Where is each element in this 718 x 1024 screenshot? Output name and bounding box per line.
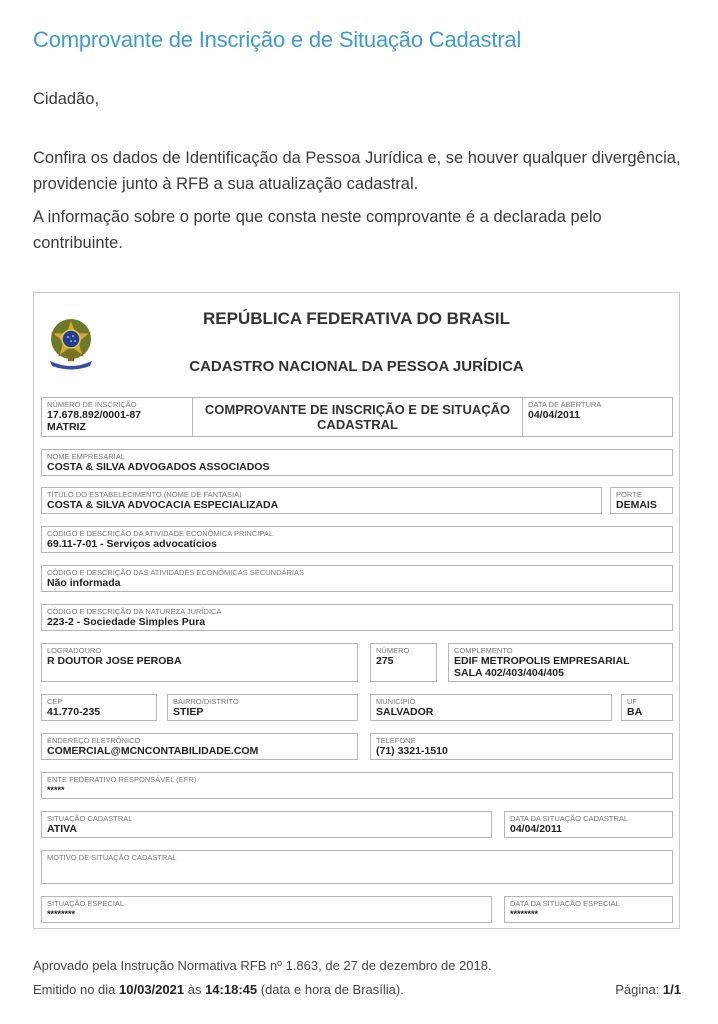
- field-value: 17.678.892/0001-87: [47, 409, 142, 421]
- field-data-abertura: [522, 397, 673, 437]
- field-porte: [610, 487, 673, 514]
- field-label: MUNICÍPIO: [376, 697, 416, 706]
- field-atividades-secundarias: [41, 565, 673, 592]
- field-label: DATA DE ABERTURA: [528, 400, 602, 409]
- size-notice: A informação sobre o porte que consta neste comprovante é a declarada pelo contribuinte.: [33, 208, 602, 252]
- field-data-situacao-cadastral: [504, 811, 673, 838]
- registry-heading: CADASTRO NACIONAL DA PESSOA JURÍDICA: [189, 358, 524, 375]
- field-logradouro: [41, 643, 358, 682]
- field-value: BA: [627, 706, 643, 718]
- field-label: BAIRRO/DISTRITO: [173, 697, 239, 706]
- page-value: 1/1: [662, 982, 681, 997]
- field-motivo-situacao: [41, 850, 673, 884]
- field-bairro: [167, 694, 358, 721]
- field-label: NOME EMPRESARIAL: [47, 452, 125, 461]
- verification-notice: Confira os dados de Identificação da Pessoa Jurídica e, se houver qualquer divergência, providencie junto à RFB a sua atualização cadastral.: [33, 149, 681, 193]
- field-label: NÚMERO DE INSCRIÇÃO: [47, 400, 137, 409]
- field-telefone: [370, 733, 673, 760]
- document-title-text: COMPROVANTE DE INSCRIÇÃO E DE SITUAÇÃO CADASTRAL: [204, 402, 511, 432]
- field-efr: [41, 772, 673, 799]
- field-uf: [621, 694, 673, 721]
- field-value: ATIVA: [47, 823, 77, 835]
- field-value: Não informada: [47, 577, 121, 589]
- page-title: Comprovante de Inscrição e de Situação Cadastral: [33, 27, 522, 52]
- field-label: UF: [627, 697, 637, 706]
- field-value: R DOUTOR JOSE PEROBA: [47, 655, 182, 667]
- field-value: *****: [47, 785, 65, 795]
- field-value: COSTA & SILVA ADVOCACIA ESPECIALIZADA: [47, 499, 279, 511]
- field-atividade-principal: [41, 526, 673, 553]
- emission-note: [33, 982, 404, 997]
- emission-suffix: (data e hora de Brasília).: [260, 982, 404, 997]
- field-cep: [41, 694, 157, 721]
- field-email: [41, 733, 358, 760]
- emission-date: 10/03/2021: [119, 982, 185, 997]
- field-natureza-juridica: [41, 604, 673, 631]
- field-value: 223-2 - Sociedade Simples Pura: [47, 616, 206, 628]
- republic-heading: REPÚBLICA FEDERATIVA DO BRASIL: [203, 309, 510, 328]
- field-label: DATA DA SITUAÇÃO CADASTRAL: [510, 814, 629, 823]
- field-value: 275: [376, 655, 394, 667]
- page-indicator: [615, 982, 681, 997]
- field-value: 69.11-7-01 - Serviços advocatícios: [47, 538, 217, 550]
- greeting: Cidadão,: [33, 90, 100, 108]
- field-label: CEP: [47, 697, 63, 706]
- page-label: Página:: [615, 982, 660, 997]
- cnpj-certificate: [33, 292, 680, 929]
- field-value: EDIF METROPOLIS EMPRESARIAL SALA 402/403/404/405: [454, 655, 630, 679]
- field-label: COMPLEMENTO: [454, 646, 513, 655]
- field-municipio: [370, 694, 612, 721]
- approval-note: Aprovado pela Instrução Normativa RFB nº 1.863, de 27 de dezembro de 2018.: [33, 958, 492, 973]
- field-label: PORTE: [616, 490, 642, 499]
- field-value: DEMAIS: [616, 499, 657, 511]
- document-title: [192, 397, 523, 437]
- field-label: DATA DA SITUAÇÃO ESPECIAL: [510, 899, 620, 908]
- field-nome-empresarial: [41, 449, 673, 476]
- field-complemento: [448, 643, 673, 682]
- field-value: 41.770-235: [47, 706, 101, 718]
- field-nome-fantasia: [41, 487, 602, 514]
- field-situacao-cadastral: [41, 811, 492, 838]
- emission-prefix: Emitido no dia: [33, 982, 116, 997]
- field-label: CÓDIGO E DESCRIÇÃO DA ATIVIDADE ECONÔMICA PRINCIPAL: [47, 529, 274, 538]
- field-value: ********: [510, 909, 539, 919]
- field-label: TÍTULO DO ESTABELECIMENTO (NOME DE FANTASIA): [47, 490, 242, 499]
- field-data-situacao-especial: [504, 896, 673, 923]
- field-value: COSTA & SILVA ADVOGADOS ASSOCIADOS: [47, 461, 270, 473]
- field-numero-inscricao: [41, 397, 193, 437]
- field-value: (71) 3321-1510: [376, 745, 448, 757]
- field-label: SITUAÇÃO ESPECIAL: [47, 899, 125, 908]
- field-value: 04/04/2011: [510, 823, 562, 835]
- emission-mid: às: [187, 982, 202, 997]
- field-value: COMERCIAL@MCNCONTABILIDADE.COM: [47, 745, 259, 757]
- field-value: 04/04/2011: [528, 409, 580, 421]
- field-value: STIEP: [173, 706, 204, 718]
- field-label: MOTIVO DE SITUAÇÃO CADASTRAL: [47, 853, 177, 862]
- field-label: SITUAÇÃO CADASTRAL: [47, 814, 133, 823]
- field-label: TELEFONE: [376, 736, 416, 745]
- field-value-secondary: MATRIZ: [47, 421, 86, 433]
- field-situacao-especial: [41, 896, 492, 923]
- field-label: LOGRADOURO: [47, 646, 102, 655]
- field-value: ********: [47, 909, 76, 919]
- field-label: NÚMERO: [376, 646, 410, 655]
- emission-time: 14:18:45: [205, 982, 258, 997]
- field-label: CÓDIGO E DESCRIÇÃO DA NATUREZA JURÍDICA: [47, 607, 222, 616]
- field-label: ENDEREÇO ELETRÔNICO: [47, 736, 141, 745]
- field-label: CÓDIGO E DESCRIÇÃO DAS ATIVIDADES ECONÔMICAS SECUNDÁRIAS: [47, 568, 304, 577]
- field-numero: [370, 643, 437, 682]
- field-value: SALVADOR: [376, 706, 434, 718]
- field-label: ENTE FEDERATIVO RESPONSÁVEL (EFR): [47, 775, 197, 784]
